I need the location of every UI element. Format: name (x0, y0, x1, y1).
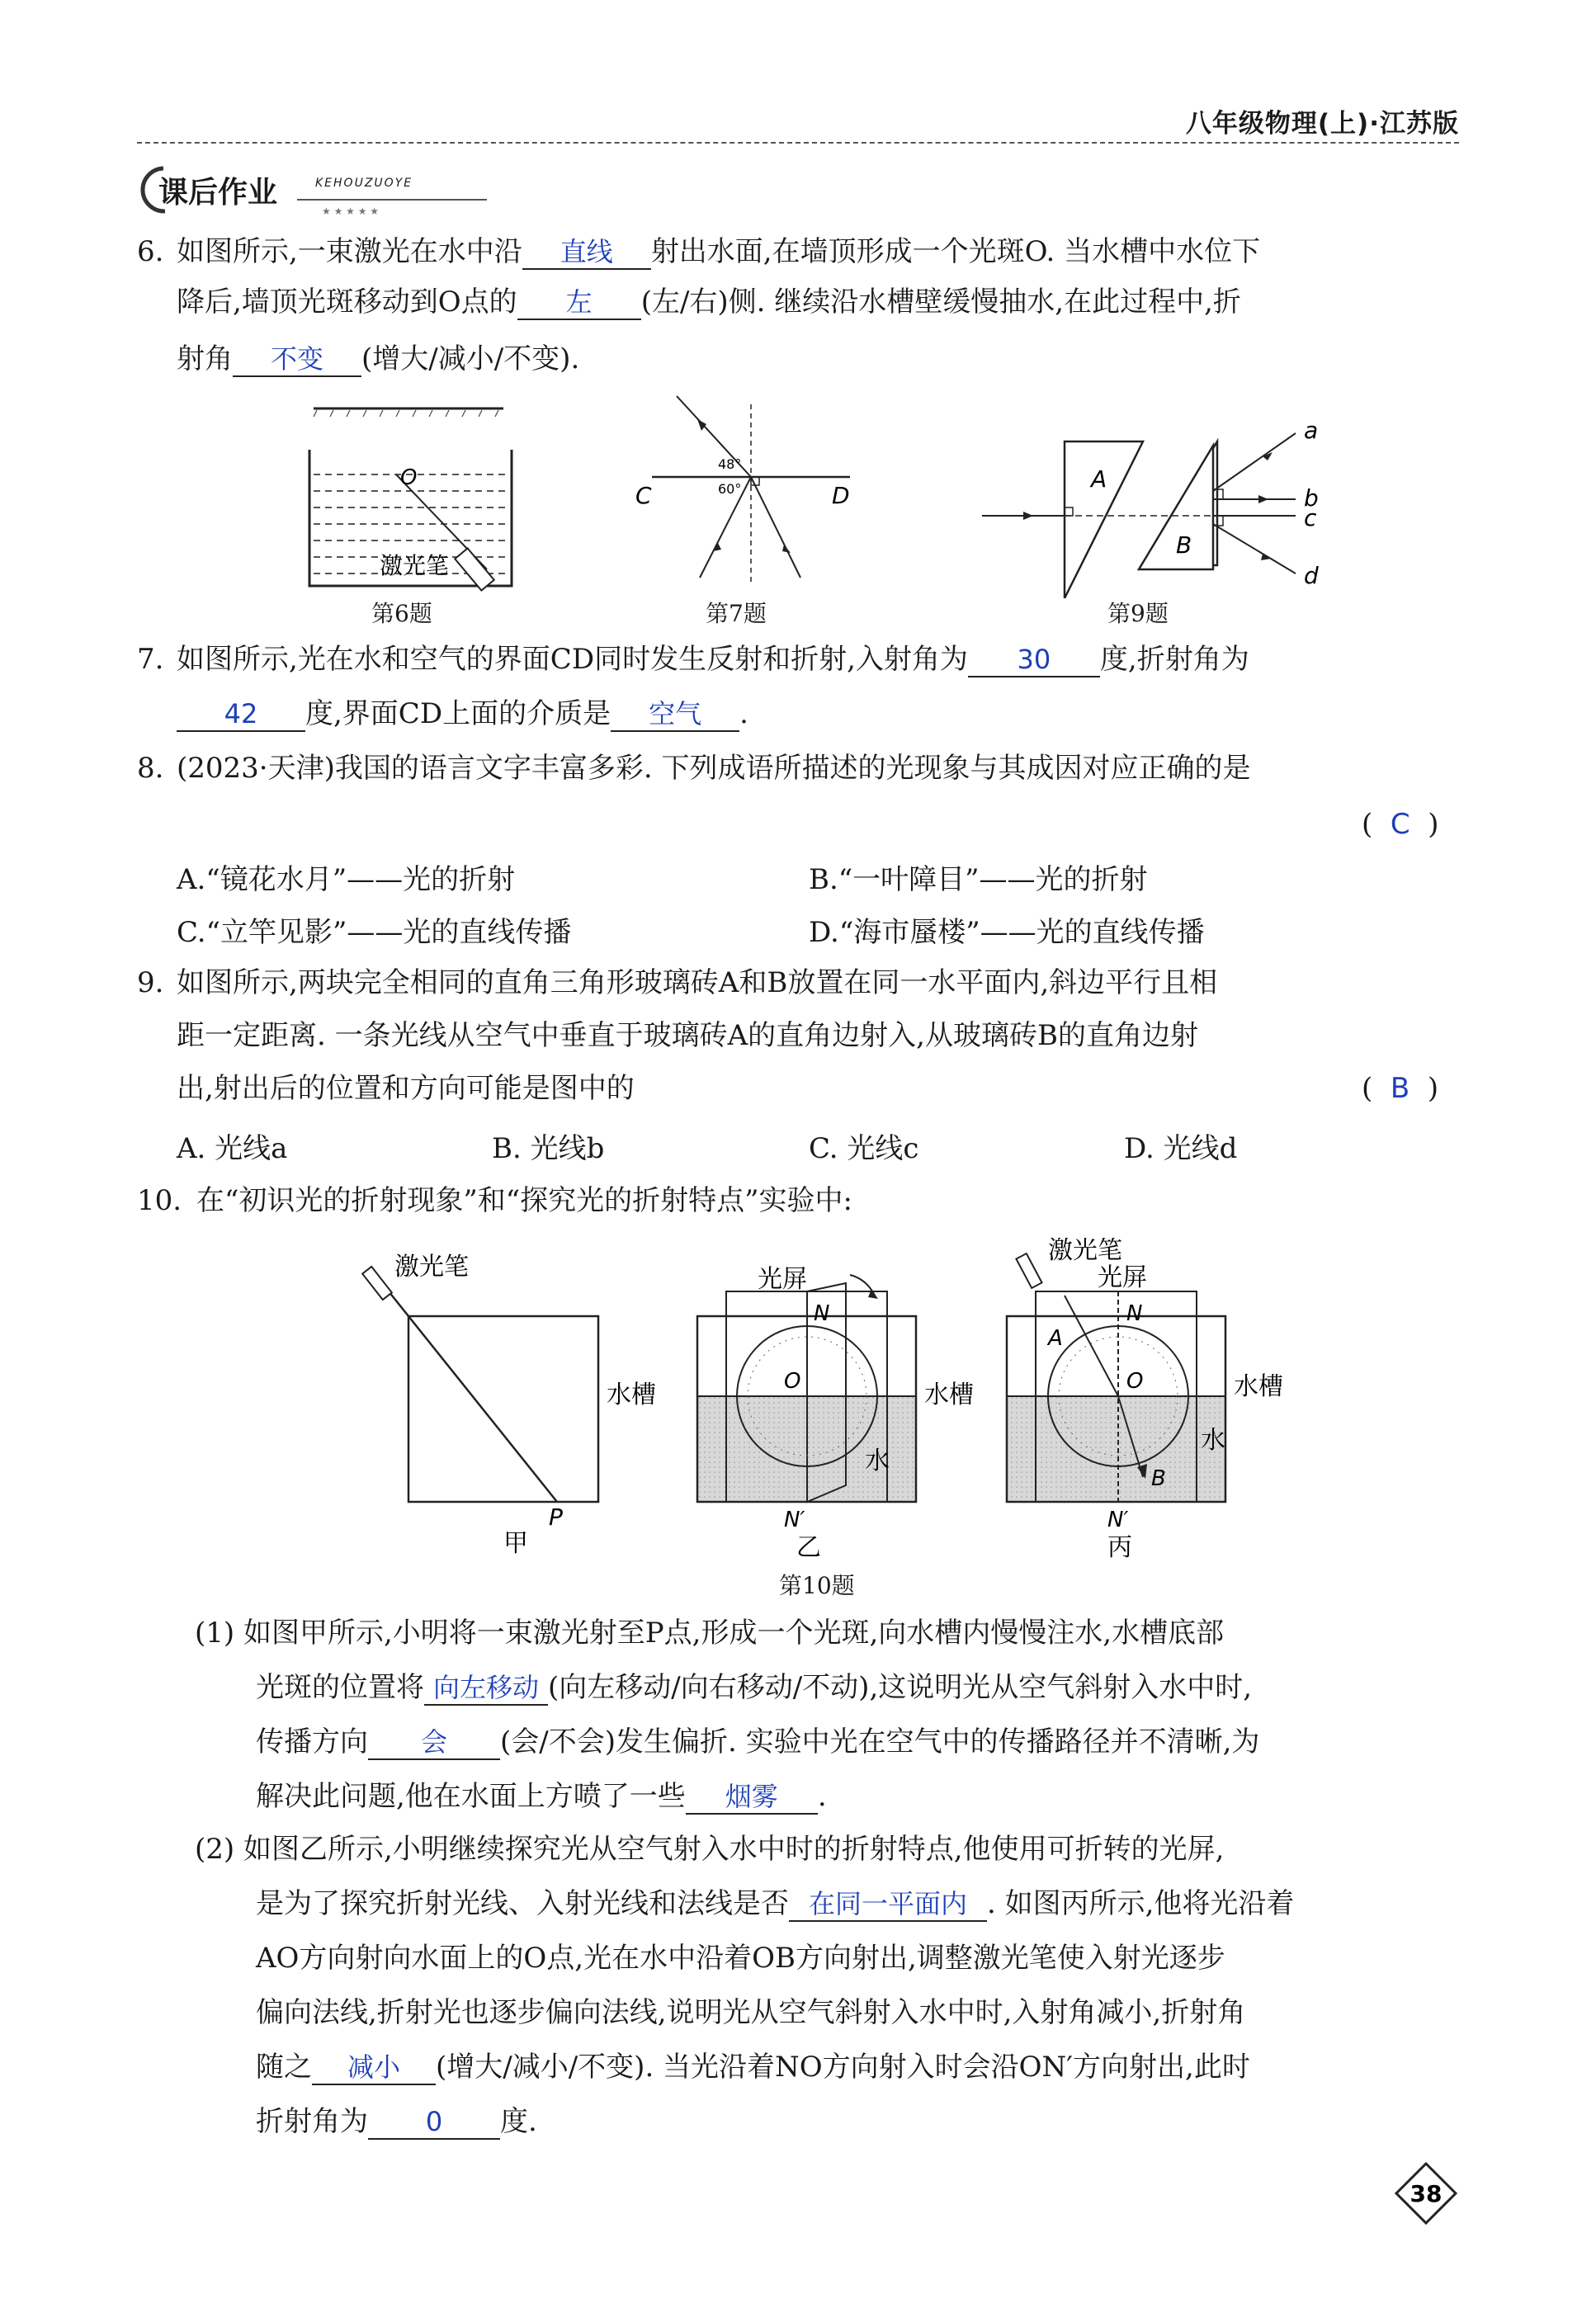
q10-stem: 10. 在“初识光的折射现象”和“探究光的折射特点”实验中: (137, 1184, 852, 1217)
section-title: 课后作业 (158, 176, 278, 210)
svg-text:★ ★ ★ ★ ★: ★ ★ ★ ★ ★ (322, 205, 380, 217)
q8-option-c: C.“立竿见影”——光的直线传播 (177, 916, 572, 949)
figure-10 (347, 1238, 1320, 1568)
svg-text:D: D (832, 482, 850, 509)
section-subtitle: KEHOUZUOYE (315, 177, 413, 190)
q10-p2-answer-1[interactable]: 在同一平面内 (789, 1887, 987, 1922)
svg-text:甲: 甲 (503, 1529, 528, 1558)
svg-text:A: A (1091, 465, 1107, 493)
q7-answer-1[interactable]: 30 (968, 643, 1100, 677)
svg-text:N: N (814, 1301, 830, 1326)
figure-10-caption: 第10题 (779, 1572, 855, 1599)
q8-option-b: B.“一叶障目”——光的折射 (809, 863, 1148, 896)
q7-answer-2[interactable]: 42 (177, 697, 305, 732)
svg-text:水: 水 (865, 1447, 890, 1475)
svg-text:丙: 丙 (1107, 1533, 1132, 1562)
figure-6 (297, 400, 528, 598)
svg-text:水槽: 水槽 (1234, 1372, 1283, 1401)
q6-answer-3[interactable]: 不变 (233, 342, 361, 377)
q6-line-1: 6. 如图所示,一束激光在水中沿 直线 射出水面,在墙顶形成一个光斑O. 当水槽中水位下 (137, 235, 1261, 268)
svg-text:N′: N′ (1107, 1508, 1129, 1532)
svg-text:A: A (1048, 1326, 1063, 1351)
svg-text:B: B (1176, 531, 1192, 559)
q8-stem: 8. (2023·天津)我国的语言文字丰富多彩. 下列成语所描述的光现象与其成因对应正确的是 (137, 752, 1251, 785)
svg-text:光屏: 光屏 (758, 1265, 807, 1294)
q7-answer-3[interactable]: 空气 (611, 697, 739, 732)
svg-text:光屏: 光屏 (1098, 1263, 1147, 1292)
svg-text:38: 38 (1409, 2180, 1443, 2207)
figure-9-caption: 第9题 (1107, 600, 1169, 627)
q10-p2-line-4: 偏向法线,折射光也逐步偏向法线,说明光从空气斜射入水中时,入射角减小,折射角 (256, 1996, 1246, 2029)
svg-text:O: O (1126, 1369, 1144, 1394)
q10-p1-answer-3[interactable]: 烟雾 (686, 1780, 818, 1815)
svg-text:水槽: 水槽 (924, 1381, 974, 1409)
q9-line-2: 距一定距离. 一条光线从空气中垂直于玻璃砖A的直角边射入,从玻璃砖B的直角边射 (177, 1019, 1198, 1052)
header-rule (137, 142, 1459, 144)
q9-option-a: A. 光线a (177, 1132, 288, 1165)
q10-p2-line-2: 是为了探究折射光线、入射光线和法线是否 在同一平面内 . 如图丙所示,他将光沿着 (256, 1887, 1295, 1920)
q10-p2-answer-3[interactable]: 0 (368, 2105, 500, 2140)
svg-text:O: O (400, 465, 418, 490)
q9-answer-paren: ( B ) (1362, 1072, 1439, 1105)
svg-text:P: P (549, 1503, 563, 1531)
q10-p1-answer-1[interactable]: 向左移动 (424, 1671, 548, 1706)
figure-6-caption: 第6题 (371, 600, 432, 627)
svg-text:c: c (1304, 504, 1317, 531)
svg-text:激光笔: 激光笔 (380, 552, 450, 579)
q9-line-1: 9. 如图所示,两块完全相同的直角三角形玻璃砖A和B放置在同一水平面内,斜边平行且相 (137, 966, 1218, 999)
svg-text:d: d (1304, 562, 1319, 589)
figure-7-caption: 第7题 (706, 600, 767, 627)
svg-text:激光笔: 激光笔 (394, 1253, 469, 1282)
q8-option-d: D.“海市蜃楼”——光的直线传播 (809, 916, 1205, 949)
q7-line-2: 42 度,界面CD上面的介质是 空气 . (177, 695, 748, 733)
q6-answer-2[interactable]: 左 (517, 286, 641, 320)
q9-option-d: D. 光线d (1124, 1132, 1238, 1165)
svg-text:乙: 乙 (796, 1533, 821, 1562)
svg-text:48°: 48° (718, 456, 742, 472)
page-number-badge (1393, 2160, 1459, 2226)
svg-text:N′: N′ (784, 1508, 805, 1532)
q10-p1-line-1: (1) 如图甲所示,小明将一束激光射至P点,形成一个光斑,向水槽内慢慢注水,水槽底部 (195, 1617, 1225, 1650)
svg-text:N: N (1126, 1301, 1143, 1326)
q10-p1-line-2: 光斑的位置将 向左移动 (向左移动/向右移动/不动),这说明光从空气斜射入水中时, (256, 1671, 1253, 1704)
q6-line-3: 射角 不变 (增大/减小/不变). (177, 342, 580, 375)
q6-line-2: 降后,墙顶光斑移动到O点的 左 (左/右)侧. 继续沿水槽壁缓慢抽水,在此过程中,折 (177, 286, 1241, 319)
q10-p1-line-4: 解决此问题,他在水面上方喷了一些 烟雾 . (256, 1780, 827, 1813)
q9-line-3: 出,射出后的位置和方向可能是图中的 (177, 1072, 635, 1105)
q9-option-b: B. 光线b (492, 1132, 605, 1165)
q10-p2-line-6: 折射角为 0 度. (256, 2105, 537, 2138)
svg-text:O: O (784, 1369, 801, 1394)
figure-9 (974, 408, 1337, 598)
q6-answer-1[interactable]: 直线 (522, 235, 651, 270)
q10-p2-answer-2[interactable]: 减小 (312, 2051, 436, 2085)
q10-p2-line-5: 随之 减小 (增大/减小/不变). 当光沿着NO方向射入时会沿ON′方向射出,此时 (256, 2051, 1250, 2084)
svg-text:C: C (635, 482, 652, 509)
svg-text:60°: 60° (718, 481, 742, 497)
svg-text:b: b (1304, 484, 1319, 512)
figure-7 (627, 388, 875, 594)
q10-p1-line-3: 传播方向 会 (会/不会)发生偏折. 实验中光在空气中的传播路径并不清晰,为 (256, 1725, 1260, 1758)
book-title: 八年级物理(上)·江苏版 (1185, 109, 1459, 139)
q10-p1-answer-2[interactable]: 会 (368, 1725, 500, 1760)
svg-text:B: B (1151, 1466, 1166, 1491)
q10-p2-line-1: (2) 如图乙所示,小明继续探究光从空气射入水中时的折射特点,他使用可折转的光屏, (195, 1833, 1225, 1866)
svg-text:a: a (1304, 417, 1319, 444)
q8-answer-paren: ( C ) (1362, 808, 1439, 841)
q9-answer[interactable]: B (1390, 1072, 1410, 1105)
q9-option-c: C. 光线c (809, 1132, 919, 1165)
svg-text:水: 水 (1201, 1426, 1225, 1455)
q8-option-a: A.“镜花水月”——光的折射 (177, 863, 516, 896)
q7-line-1: 7. 如图所示,光在水和空气的界面CD同时发生反射和折射,入射角为 30 度,折射角为 (137, 643, 1249, 676)
q10-p2-line-3: AO方向射向水面上的O点,光在水中沿着OB方向射出,调整激光笔使入射光逐步 (256, 1942, 1225, 1975)
svg-text:激光笔: 激光笔 (1048, 1238, 1122, 1265)
svg-text:水槽: 水槽 (607, 1381, 656, 1409)
q8-answer[interactable]: C (1390, 808, 1410, 841)
